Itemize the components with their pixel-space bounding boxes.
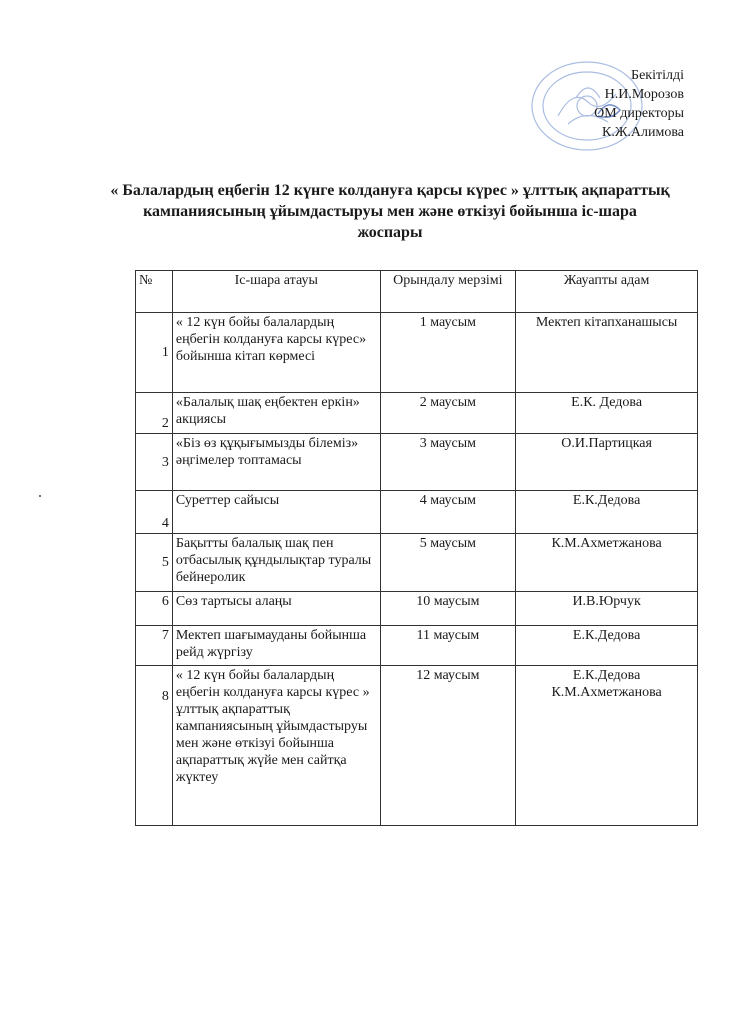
row-responsible: К.М.Ахметжанова: [516, 534, 698, 592]
row-responsible-1: Е.К.Дедова: [572, 668, 641, 683]
header-num: №: [136, 271, 173, 313]
row-name: Суреттер сайысы: [172, 491, 380, 534]
table-row: [136, 666, 698, 826]
row-name: Сөз тартысы алаңы: [172, 592, 380, 626]
row-responsible: Е.К.Дедова: [516, 491, 698, 534]
row-date: 4 маусым: [380, 491, 516, 534]
row-date: 3 маусым: [380, 434, 516, 491]
row-responsible: Мектеп кітапханашысы: [516, 313, 698, 393]
approval-position: ОМ директоры: [594, 106, 684, 121]
row-num: 8: [136, 666, 173, 826]
row-num: 4: [136, 491, 173, 534]
row-name: Бақытты балалық шақ пен отбасылық құндылықтар туралы бейнеролик: [172, 534, 380, 592]
table-header-row: [136, 271, 698, 313]
approval-approved: Бекітілді: [631, 68, 684, 83]
row-date: 12 маусым: [380, 666, 516, 826]
row-num: 6: [136, 592, 173, 626]
table-row: [136, 434, 698, 491]
table-row: [136, 393, 698, 434]
table-row: [136, 592, 698, 626]
table-row: [136, 534, 698, 592]
document-title: « Балалардың еңбегін 12 күнге колдануға қарсы күрес » ұлттық ақпараттық кампаниясының ұйымдастыруы мен және өткізуі бойынша іс-шара жоспары: [110, 182, 670, 241]
approval-block: [524, 66, 684, 142]
row-date: 11 маусым: [380, 626, 516, 666]
row-responsible: [516, 666, 698, 826]
approval-name-1: Н.И.Морозов: [604, 87, 684, 102]
approval-name-2: К.Ж.Алимова: [602, 125, 684, 140]
table-row: [136, 313, 698, 393]
row-responsible: О.И.Партицкая: [516, 434, 698, 491]
header-date: Орындалу мерзімі: [380, 271, 516, 313]
table-row: [136, 626, 698, 666]
row-num: 2: [136, 393, 173, 434]
row-num: 3: [136, 434, 173, 491]
row-responsible-2: К.М.Ахметжанова: [551, 685, 662, 700]
row-date: 10 маусым: [380, 592, 516, 626]
plan-table: [135, 270, 698, 826]
row-date: 1 маусым: [380, 313, 516, 393]
row-responsible: Е.К.Дедова: [516, 626, 698, 666]
row-name: Мектеп шағымауданы бойынша рейд жүргізу: [172, 626, 380, 666]
row-responsible: И.В.Юрчук: [516, 592, 698, 626]
row-responsible: Е.К. Дедова: [516, 393, 698, 434]
row-num: 1: [136, 313, 173, 393]
row-name: «Балалық шақ еңбектен еркін» акциясы: [172, 393, 380, 434]
header-name: Іс-шара атауы: [172, 271, 380, 313]
scan-dot: [39, 495, 41, 497]
row-name: «Біз өз құқығымызды білеміз» әңгімелер топтамасы: [172, 434, 380, 491]
row-name: « 12 күн бойы балалардың еңбегін колдануға карсы күрес» бойынша кітап көрмесі: [172, 313, 380, 393]
header-responsible: Жауапты адам: [516, 271, 698, 313]
table-row: [136, 491, 698, 534]
row-date: 5 маусым: [380, 534, 516, 592]
row-num: 5: [136, 534, 173, 592]
row-name: « 12 күн бойы балалардың еңбегін колдануға карсы күрес » ұлттық ақпараттық кампаниясының ұйымдастыруы мен және өткізуі бойынша ақпараттық жүйе мен сайтқа жүктеу: [172, 666, 380, 826]
row-num: 7: [136, 626, 173, 666]
row-date: 2 маусым: [380, 393, 516, 434]
